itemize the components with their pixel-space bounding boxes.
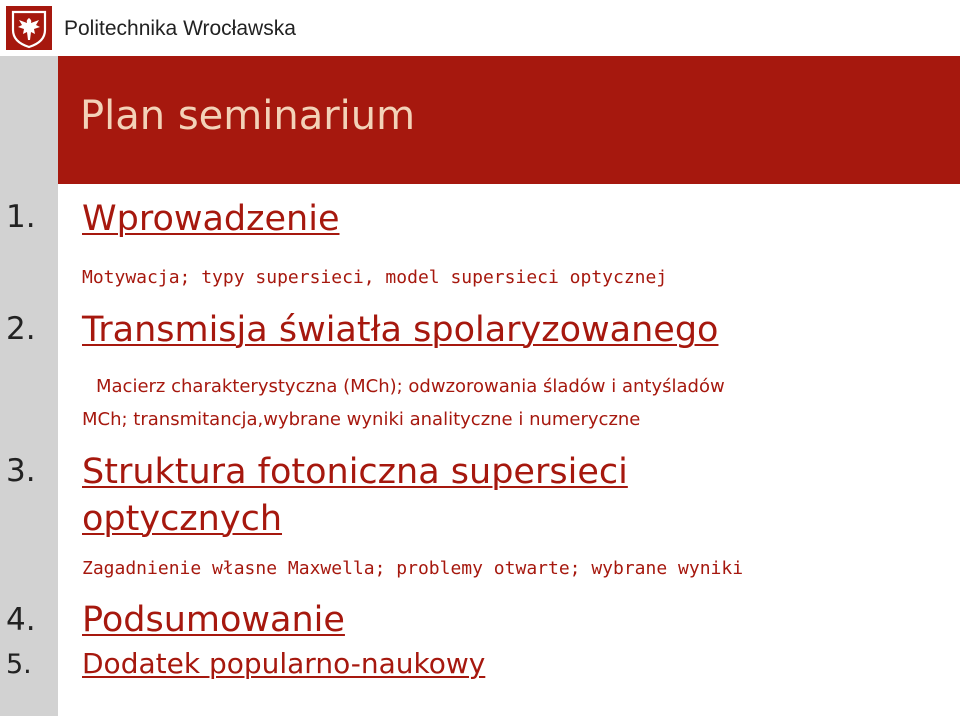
outline-number: 1.	[6, 199, 36, 235]
section-heading-transmisja[interactable]: Transmisja światła spolaryzowanego	[82, 310, 719, 350]
section-heading-struktura-line1[interactable]: Struktura fotoniczna supersieci	[82, 452, 628, 492]
outline-number: 2.	[6, 311, 36, 347]
section-detail: Zagadnienie własne Maxwella; problemy otwarte; wybrane wyniki	[82, 558, 744, 579]
university-name: Politechnika Wrocławska	[64, 17, 296, 40]
section-detail: Motywacja; typy supersieci, model supersieci optycznej	[82, 267, 668, 288]
section-detail: Macierz charakterystyczna (MCh); odwzorowania śladów i antyśladów	[96, 376, 725, 397]
section-heading-wprowadzenie[interactable]: Wprowadzenie	[82, 199, 340, 239]
outline-number: 5.	[6, 649, 32, 680]
eagle-crest-icon	[6, 6, 52, 50]
page-title: Plan seminarium	[80, 93, 416, 139]
section-heading-struktura-line2[interactable]: optycznych	[82, 499, 283, 539]
section-heading-podsumowanie[interactable]: Podsumowanie	[82, 600, 345, 640]
section-detail: MCh; transmitancja,wybrane wyniki analityczne i numeryczne	[82, 409, 641, 430]
outline-number: 4.	[6, 602, 36, 638]
section-heading-dodatek[interactable]: Dodatek popularno-naukowy	[82, 647, 486, 680]
outline-number: 3.	[6, 453, 36, 489]
